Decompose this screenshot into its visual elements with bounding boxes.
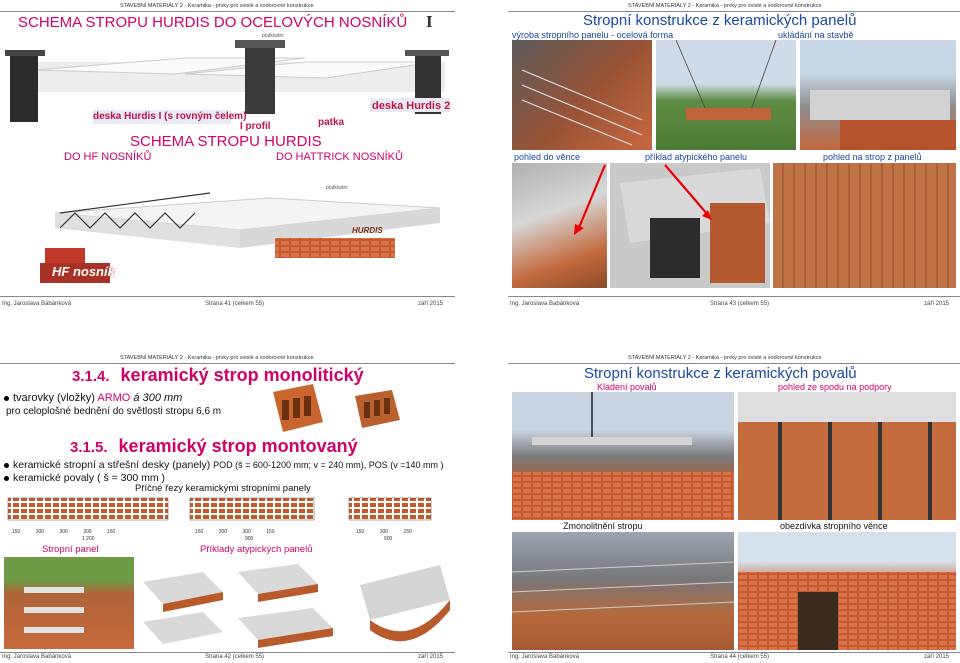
label-hf-nosnik: HF nosník [52,264,115,279]
bullet-dot [4,396,9,401]
povaly-block-image [350,388,402,432]
bullet-tvarovky [4,392,182,404]
caption-strop: pohled na strop z panelů [823,152,922,162]
label-podkladni-top: podkladní [262,33,284,39]
slide-header: STAVEBNÍ MATERIÁLY 2 - Keramika - prvky pro svislé a vodorovné konstrukce [628,3,822,9]
header-rule [0,363,455,364]
bullet-dims: POD (š = 600-1200 mm; v = 240 mm), POS (v =140 mm ) [213,460,444,470]
dim-label: 150 [106,529,116,535]
caption-atyp: příklad atypického panelu [645,152,748,162]
footer-date: září 2015 [418,301,444,307]
section-title: keramický strop monolitický [120,365,364,385]
dim-total-1: 1 200 [82,536,95,542]
slide-title: SCHEMA STROPU HURDIS DO OCELOVÝCH NOSNÍKŮ [18,14,408,31]
dim-label: 300 [59,529,68,535]
bullet-dot [4,476,9,481]
slide-42 [0,352,455,663]
photo-laying-beams [512,392,734,520]
section-title: keramický strop montovaný [118,436,358,456]
caption-atypicke-panely: Příklady atypických panelů [200,544,313,555]
slide-header: STAVEBNÍ MATERIÁLY 2 - Keramika - prvky pro svislé a vodorovné konstrukce [628,355,822,361]
photo-monolithic-slab [512,532,734,650]
label-patka: patka [318,117,345,128]
bullet-text: keramické stropní a střešní desky (panely) [13,459,211,471]
photo-crane-lift [656,40,796,150]
label-hurdis-brand: HURDIS [352,226,383,235]
dim-total-2: 900 [245,536,254,542]
photo-supports-below [738,392,956,520]
label-deska-hurdis-i: deska Hurdis I (s rovným čelem) [93,111,247,122]
footer-page: Strana 41 (celkem 55) [205,301,265,307]
dim-label: 150 [266,529,275,535]
slide-43 [508,0,960,315]
dim-label: 300 [379,529,389,535]
slide-header: STAVEBNÍ MATERIÁLY 2 - Keramika - prvky pro svislé a vodorovné konstrukce [120,355,314,361]
caption-spodu: pohled ze spodu na podpory [778,382,892,392]
arrow-overlay [570,160,730,280]
slide-title: Stropní konstrukce z keramických povalů [584,365,857,382]
line-celoplosne: pro celoplošné bednění do světlosti stropu 6,6 m [6,406,222,417]
footer-page: Strana 43 (celkem 55) [710,301,770,307]
footer-date: září 2015 [924,301,950,307]
footer-date: září 2015 [924,654,950,660]
caption-rezy: Příčné řezy keramickými stropními panely [135,483,311,494]
section-heading-montovany [70,436,358,457]
header-rule [508,363,960,364]
dim-label: 150 [403,529,412,535]
caption-venec: pohled do věnce [514,152,581,162]
photo-ring-beam-wall [738,532,956,650]
illustration-curved-panel [350,560,452,650]
caption-zmonolitneni: Zmonolitnění stropu [563,521,643,531]
schema-sub-left: DO HF NOSNÍKŮ [64,151,152,163]
header-rule [0,11,455,12]
dim-label: 300 [242,529,251,535]
photo-ceiling-panels [773,163,956,288]
schema-subtitle: SCHEMA STROPU HURDIS [130,133,322,150]
dim-label: 300 [35,529,45,535]
section-number: 3.1.4. [72,368,110,385]
dims-row-1 [12,529,115,535]
footer-rule [508,652,960,653]
label-deska-hurdis-2: deska Hurdis 2 [372,100,451,112]
caption-stropni-panel: Stropní panel [42,544,99,555]
footer-date: září 2015 [418,654,444,660]
schema-sub-right: DO HATTRICK NOSNÍKŮ [276,151,403,163]
footer-author: Ing. Jaroslava Babánková [2,654,72,660]
slide-44 [508,352,960,663]
caption-kladeni: Kladení povalů [597,382,657,392]
dim-label: 300 [83,529,92,535]
dim-label: 300 [218,529,228,535]
dim-total-3: 600 [384,536,393,542]
i-beam-icon: I [426,12,433,31]
footer-author: Ing. Jaroslava Babánková [510,654,580,660]
dim-label: 150 [195,529,204,535]
slide-41 [0,0,455,315]
footer-rule [0,296,455,297]
footer-page: Strana 42 (celkem 55) [205,654,265,660]
photo-steel-form [512,40,652,150]
dim-label: 150 [356,529,365,535]
caption-forma: výroba stropního panelu - ocelová forma [512,30,674,40]
caption-obezdivka: obezdívka stropního věnce [780,521,888,531]
photo-panel-stack [4,557,134,649]
footer-author: Ing. Jaroslava Babánková [2,301,72,307]
slide-header: STAVEBNÍ MATERIÁLY 2 - Keramika - prvky pro svislé a vodorovné konstrukce [120,3,314,9]
bullet-dot [4,463,9,468]
section-number: 3.1.5. [70,439,108,456]
bullet-text: tvarovky (vložky) [13,392,95,404]
footer-author: Ing. Jaroslava Babánková [510,301,580,307]
spacing-label: á 300 mm [133,392,183,404]
footer-rule [508,296,960,297]
armo-label: ARMO [97,392,131,404]
dim-label: 150 [12,529,21,535]
footer-page: Strana 44 (celkem 55) [710,654,770,660]
footer-rule [0,652,455,653]
dims-row-3 [356,529,412,535]
bullet-text: keramické povaly ( š = 300 mm ) [13,472,166,484]
label-i-profil: I profil [240,121,271,132]
illustration-atypical-panels [138,562,348,650]
slide-title: Stropní konstrukce z keramických panelů [583,12,857,29]
bullet-desky [4,459,444,471]
label-podkladni-bottom: podkladní [326,185,348,191]
caption-stavba: ukládání na stavbě [778,30,854,40]
armo-block-image [268,382,328,434]
dims-row-2 [195,529,275,535]
photo-site-placement [800,40,956,150]
